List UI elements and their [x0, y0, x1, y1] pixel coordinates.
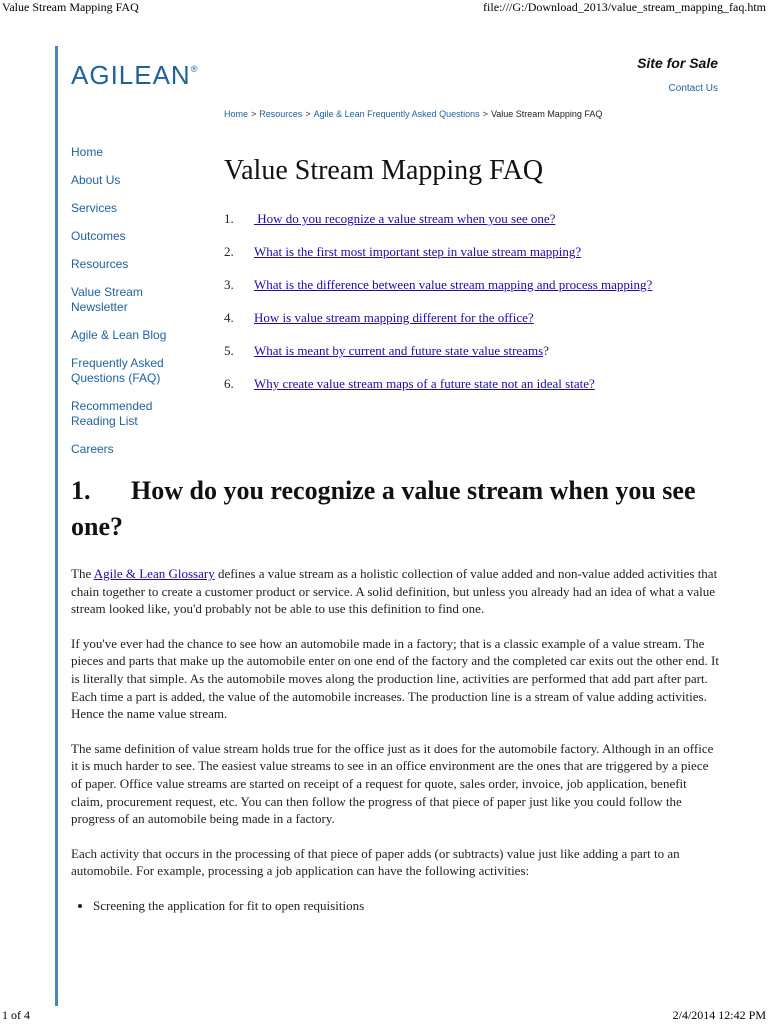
toc-number: 1. — [224, 211, 234, 226]
page-frame-border — [55, 46, 58, 1006]
toc-link-6[interactable]: Why create value stream maps of a future state not an ideal state? — [254, 376, 595, 391]
breadcrumb-separator: > — [251, 109, 257, 119]
paragraph: The same definition of value stream holds true for the office just as it does for the automobile factory. Although in an office it is much harder to see. The easiest value streams to see in an office environment are the ones that are triggered by a piece of paper. Office value streams are started on receipt of a request for quote, sales order, invoice, job application, benefit claim, procurement request, etc. You can then follow the progress of that piece of paper just like you could follow the progress of an automobile being made in a factory. — [71, 740, 714, 827]
logo-text: AGILEAN — [71, 60, 191, 90]
breadcrumb — [224, 109, 602, 119]
toc-number: 3. — [224, 277, 234, 292]
activity-list — [71, 897, 721, 915]
toc-item — [224, 374, 744, 407]
article-body — [71, 565, 721, 915]
sidebar-item-resources[interactable]: Resources — [71, 257, 129, 271]
sidebar-item-blog[interactable]: Agile & Lean Blog — [71, 328, 167, 342]
sidebar-item-services[interactable]: Services — [71, 201, 118, 215]
faq-toc-list — [224, 209, 744, 407]
sidebar-item-newsletter[interactable]: Value Stream Newsletter — [71, 285, 143, 314]
toc-item — [224, 242, 744, 275]
toc-link-3[interactable]: What is the difference between value stream mapping and process mapping? — [254, 277, 653, 292]
toc-trailing-text: ? — [543, 343, 549, 358]
toc-number: 5. — [224, 343, 234, 358]
sidebar-item-reading-list[interactable]: Recommended Reading List — [71, 399, 153, 428]
toc-item — [224, 275, 744, 308]
breadcrumb-home[interactable]: Home — [224, 109, 249, 119]
paragraph-text: defines a value stream as a holistic collection of value added and non-value added activities that chain together to create a customer product or service. A solid definition, but unless you already had an idea of what a value stream looked like, you'd probably not be able to use this definition to find one. — [71, 566, 718, 617]
sidebar-item-careers[interactable]: Careers — [71, 442, 114, 456]
toc-link-1[interactable]: How do you recognize a value stream when you see one? — [254, 211, 556, 226]
paragraph: Each activity that occurs in the processing of that piece of paper adds (or subtracts) value just like adding a part to an automobile. For example, processing a job application can have the following activities: — [71, 845, 680, 879]
paragraph: If you've ever had the chance to see how an automobile made in a factory; that is a classic example of a value stream. The pieces and parts that make up the automobile enter on one end of the factory and the completed car exits out the other end. It is literally that simple. As the automobile moves along the production line, activities are performed that add part after part. Each time a part is added, the value of the automobile increases. The production line is a stream of value adding activities. Hence the name value stream. — [71, 635, 719, 722]
toc-number: 6. — [224, 376, 234, 391]
site-for-sale-text: Site for Sale — [637, 55, 718, 71]
agilean-logo[interactable] — [71, 60, 198, 91]
breadcrumb-separator: > — [482, 109, 488, 119]
sidebar-item-about-us[interactable]: About Us — [71, 173, 121, 187]
toc-item — [224, 209, 744, 242]
section-heading-text: How do you recognize a value stream when you see one? — [71, 476, 696, 541]
contact-us-link[interactable]: Contact Us — [668, 83, 718, 94]
sidebar-item-home[interactable]: Home — [71, 145, 104, 159]
page-count: 1 of 4 — [2, 1008, 30, 1022]
toc-number: 2. — [224, 244, 234, 259]
glossary-link[interactable]: Agile & Lean Glossary — [93, 566, 215, 581]
list-item: • Screening the application for fit to open requisitions — [93, 897, 721, 915]
print-footer — [0, 1008, 768, 1024]
registered-mark: ® — [190, 64, 199, 74]
breadcrumb-current: Value Stream Mapping FAQ — [490, 109, 603, 119]
sidebar-item-outcomes[interactable]: Outcomes — [71, 229, 126, 243]
section-number: 1. — [71, 476, 91, 505]
print-timestamp: 2/4/2014 12:42 PM — [672, 1008, 766, 1022]
section-heading — [71, 473, 711, 545]
paragraph-text: The — [71, 566, 94, 581]
toc-item — [224, 341, 744, 374]
paragraph — [71, 565, 721, 618]
toc-item — [224, 308, 744, 341]
print-header-title: Value Stream Mapping FAQ — [2, 0, 139, 14]
sidebar-item-faq[interactable]: Frequently Asked Questions (FAQ) — [71, 356, 164, 385]
page-title: Value Stream Mapping FAQ — [224, 155, 544, 186]
sidebar-nav — [71, 145, 191, 470]
breadcrumb-faq[interactable]: Agile & Lean Frequently Asked Questions — [313, 109, 480, 119]
breadcrumb-separator: > — [305, 109, 311, 119]
print-header — [0, 0, 768, 18]
toc-link-2[interactable]: What is the first most important step in value stream mapping? — [254, 244, 582, 259]
breadcrumb-resources[interactable]: Resources — [259, 109, 303, 119]
toc-link-5[interactable]: What is meant by current and future state value streams — [254, 343, 544, 358]
toc-link-4[interactable]: How is value stream mapping different for the office? — [254, 310, 534, 325]
toc-number: 4. — [224, 310, 234, 325]
print-header-url: file:///G:/Download_2013/value_stream_mapping_faq.htm — [483, 0, 766, 14]
